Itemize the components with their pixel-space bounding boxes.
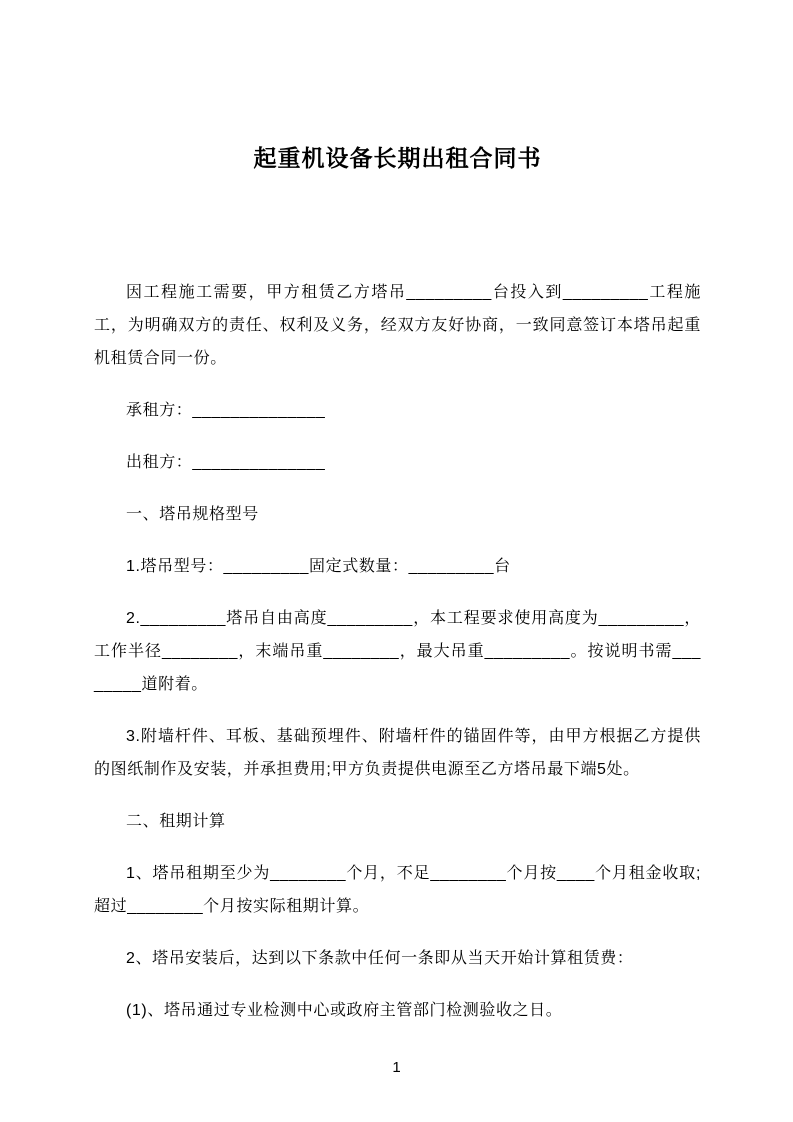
item-2-1: 1、塔吊租期至少为________个月，不足________个月按____个月租金收取;超过________个月按实际租期计算。 — [94, 865, 701, 915]
item-1-1: 1.塔吊型号：_________固定式数量：_________台 — [126, 558, 511, 575]
item-1-2: 2._________塔吊自由高度_________，本工程要求使用高度为_________，工作半径________，末端吊重________，最大吊重_________。按说明书需________道附着。 — [94, 610, 701, 693]
section-2-heading: 二、租期计算 — [126, 813, 226, 830]
intro-paragraph: 因工程施工需要，甲方租赁乙方塔吊_________台投入到_________工程施工，为明确双方的责任、权利及义务，经双方友好协商，一致同意签订本塔吊起重机租赁合同一份。 — [94, 284, 701, 367]
lessor-line: 出租方：______________ — [126, 454, 326, 471]
item-2-2: 2、塔吊安装后，达到以下条款中任何一条即从当天开始计算租赁费： — [126, 950, 634, 967]
section-1-heading: 一、塔吊规格型号 — [126, 506, 259, 523]
item-1-3: 3.附墙杆件、耳板、基础预埋件、附墙杆件的锚固件等，由甲方根据乙方提供的图纸制作及安装，并承担费用;甲方负责提供电源至乙方塔吊最下端5处。 — [94, 728, 701, 778]
page-number: 1 — [392, 1059, 401, 1076]
page-title: 起重机设备长期出租合同书 — [253, 145, 542, 171]
lessee-line: 承租方：______________ — [126, 402, 326, 419]
item-2-3: (1)、塔吊通过专业检测中心或政府主管部门检测验收之日。 — [126, 1002, 563, 1019]
